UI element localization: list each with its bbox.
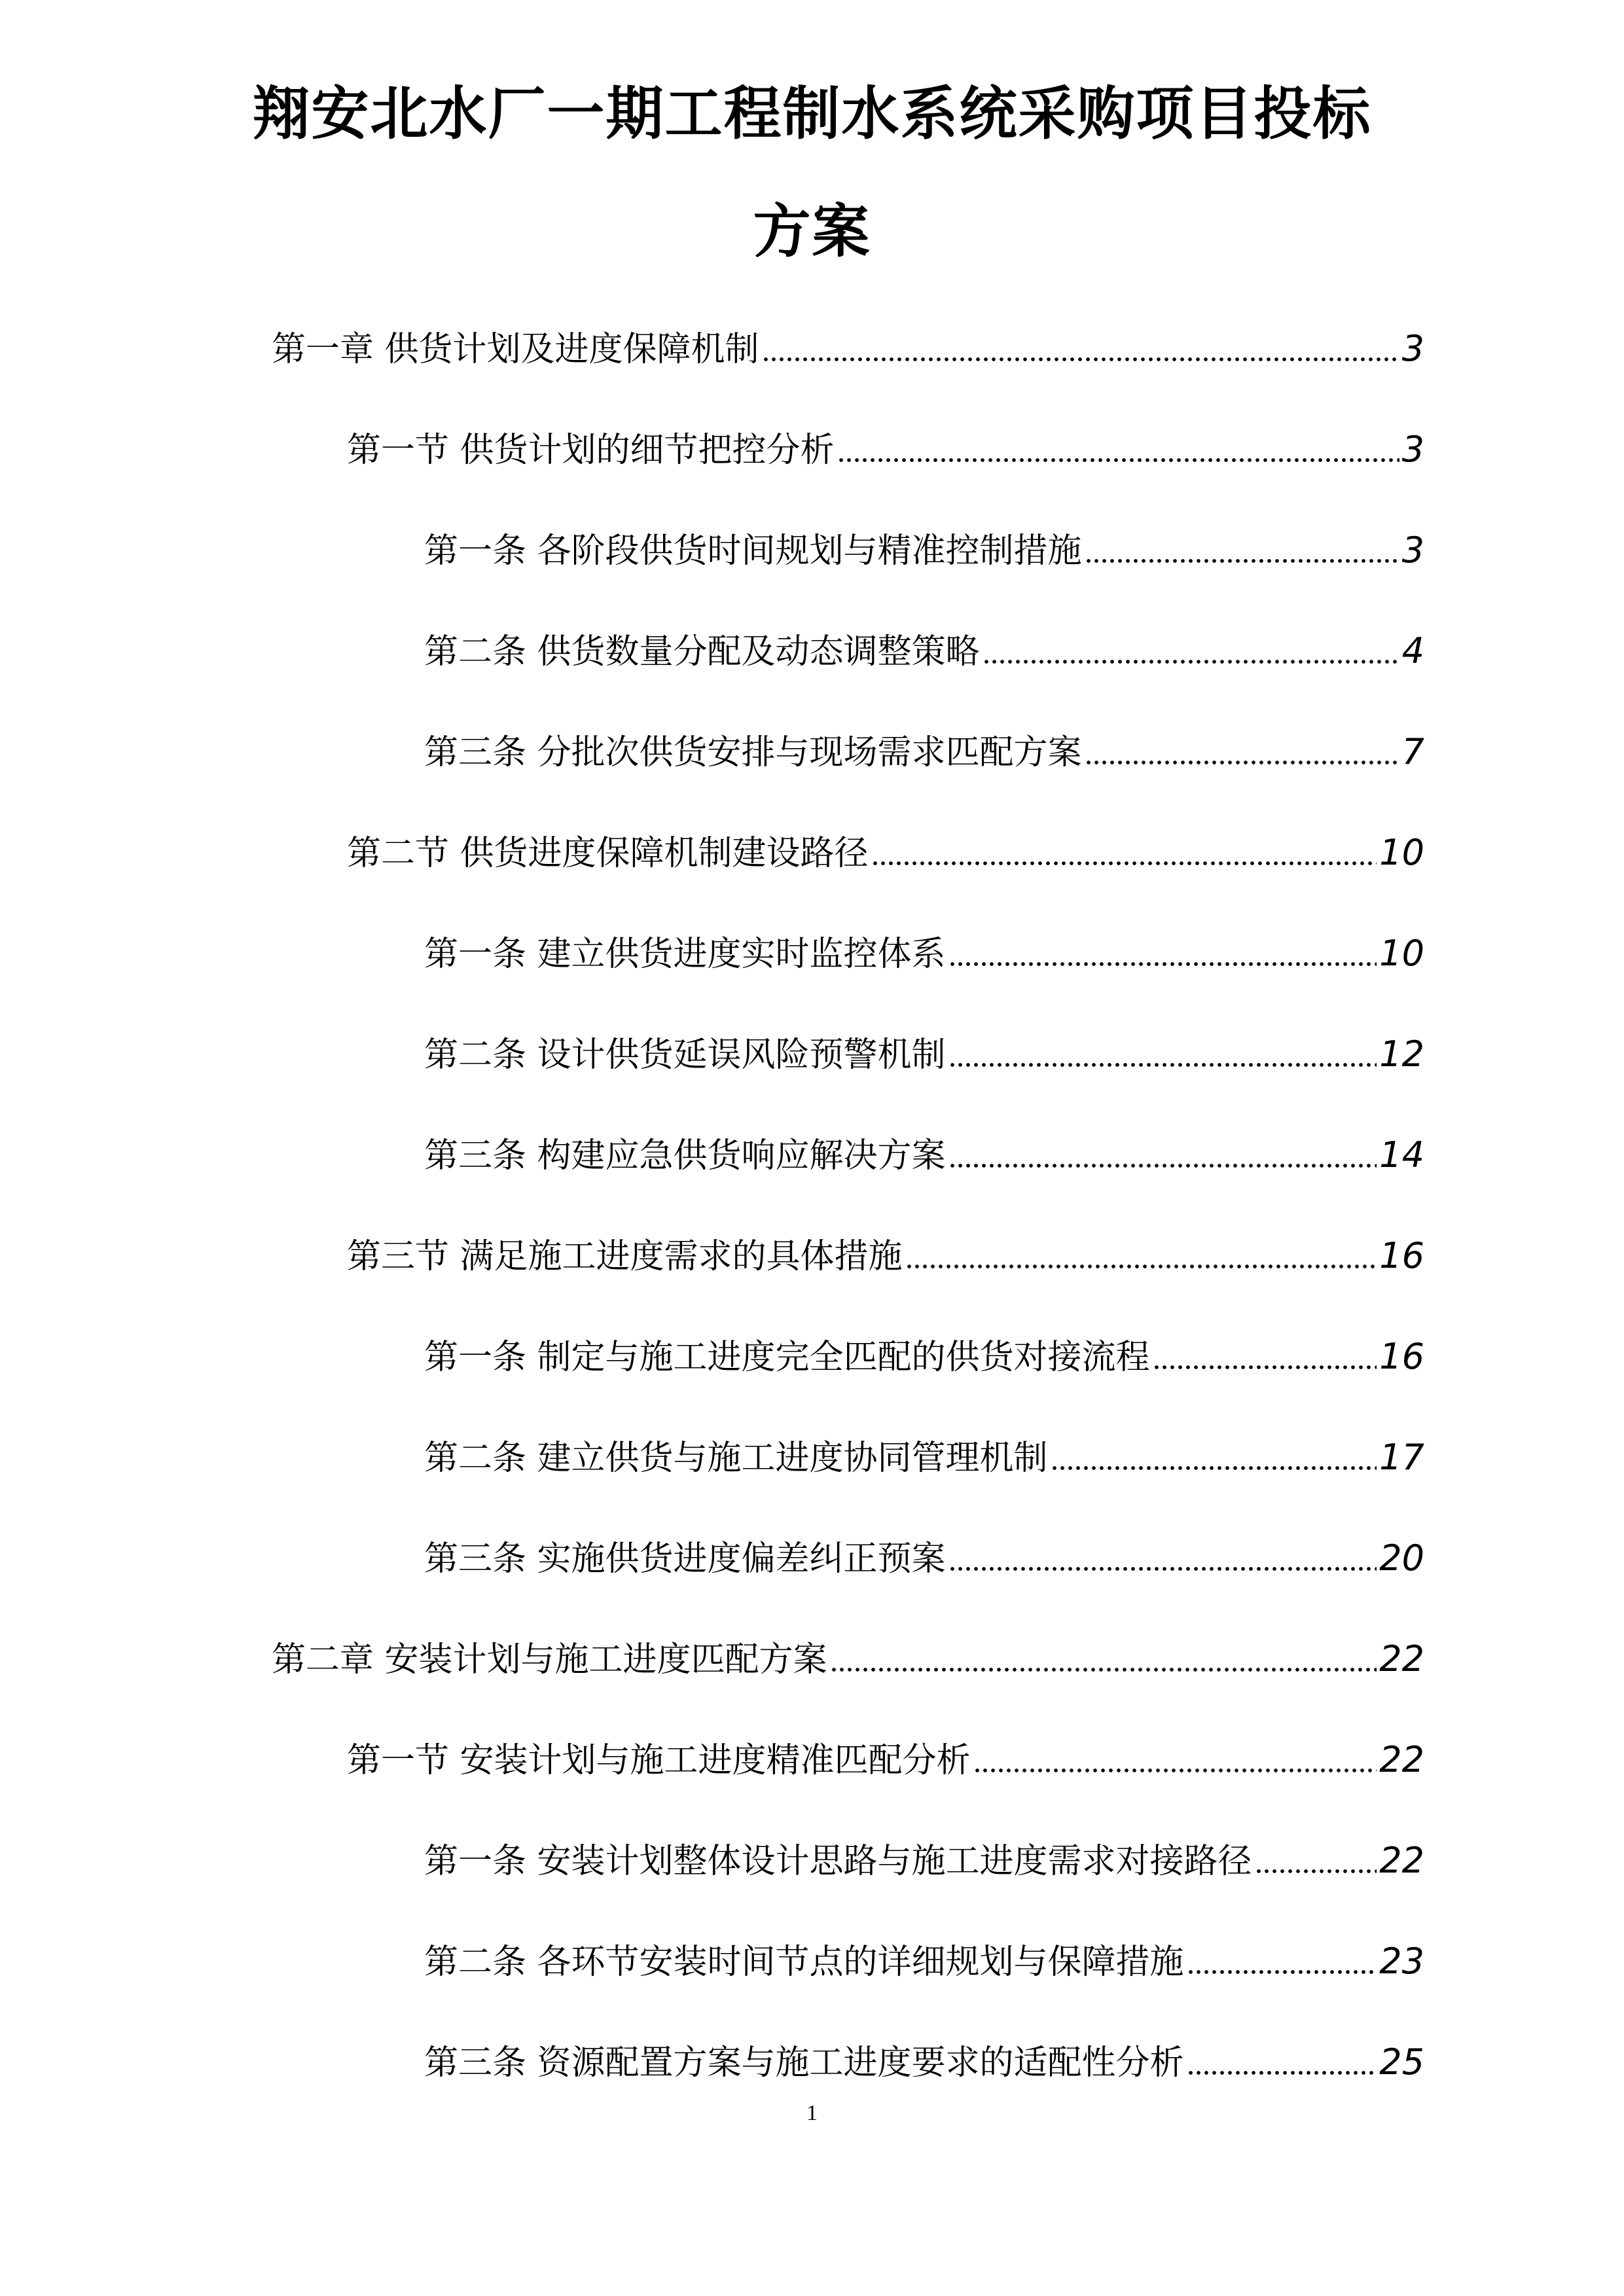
toc-entry-page-number: 22 [1379,1739,1424,1780]
toc-entry[interactable] [424,516,1424,571]
toc-entry-title: 第一条 各阶段供货时间规划与精准控制措施 [424,531,1082,571]
toc-dot-leader [948,1567,1377,1571]
toc-dot-leader [948,962,1377,966]
document-title-line-1: 翔安北水厂一期工程制水系统采购项目投标 [252,80,1372,147]
toc-entry-title: 第二条 各环节安装时间节点的详细规划与保障措施 [424,1943,1184,1982]
toc-entry-title: 第三条 实施供货进度偏差纠正预案 [424,1539,946,1579]
toc-entry-page-number: 17 [1379,1437,1424,1478]
toc-entry[interactable] [347,1725,1424,1778]
toc-entry-page-number: 3 [1401,429,1424,470]
toc-dot-leader [830,1668,1377,1672]
toc-dot-leader [1085,559,1399,563]
toc-dot-leader [762,357,1399,361]
toc-entry-page-number: 10 [1379,933,1424,974]
toc-dot-leader [1051,1466,1377,1470]
toc-entry-title: 第一条 建立供货进度实时监控体系 [424,935,946,974]
toc-entry-page-number: 20 [1379,1537,1424,1579]
toc-entry-page-number: 12 [1379,1033,1424,1075]
toc-entry-title: 第二章 安装计划与施工进度匹配方案 [272,1640,827,1679]
document-title-line-2: 方案 [753,198,871,265]
toc-entry[interactable] [272,314,1424,367]
toc-entry[interactable] [272,1624,1424,1677]
toc-entry-title: 第三节 满足施工进度需求的具体措施 [347,1237,903,1276]
toc-entry-page-number: 10 [1379,832,1424,873]
toc-entry-title: 第三条 分批次供货安排与现场需求匹配方案 [424,733,1082,772]
toc-entry-page-number: 3 [1401,328,1424,369]
toc-dot-leader [1187,2071,1377,2075]
toc-entry[interactable] [424,1020,1424,1075]
toc-entry-page-number: 7 [1401,731,1424,772]
page-number: 1 [806,2101,818,2125]
toc-entry[interactable] [424,617,1424,672]
toc-entry-page-number: 22 [1379,1638,1424,1679]
toc-dot-leader [837,458,1399,462]
toc-entry[interactable] [424,1121,1424,1173]
toc-entry[interactable] [424,1423,1424,1478]
toc-dot-leader [871,861,1377,865]
toc-entry[interactable] [424,1524,1424,1579]
toc-entry-page-number: 14 [1379,1134,1424,1175]
toc-entry[interactable] [347,1221,1424,1274]
toc-dot-leader [973,1768,1377,1772]
toc-entry-title: 第三条 资源配置方案与施工进度要求的适配性分析 [424,2043,1184,2083]
toc-entry-title: 第二条 供货数量分配及动态调整策略 [424,632,980,672]
toc-entry-title: 第三条 构建应急供货响应解决方案 [424,1136,946,1175]
toc-entry-page-number: 4 [1401,630,1424,672]
toc-dot-leader [983,660,1399,664]
toc-entry-page-number: 25 [1379,2041,1424,2083]
toc-entry[interactable] [424,919,1424,974]
toc-entry[interactable] [347,818,1424,873]
toc-entry[interactable] [424,717,1424,770]
toc-entry[interactable] [424,1826,1424,1881]
toc-dot-leader [1255,1869,1377,1873]
toc-entry-title: 第一节 供货计划的细节把控分析 [347,431,835,470]
toc-entry-page-number: 22 [1379,1840,1424,1881]
toc-dot-leader [1153,1365,1377,1369]
toc-entry[interactable] [424,1322,1424,1377]
toc-entry-title: 第二条 建立供货与施工进度协同管理机制 [424,1439,1048,1478]
toc-entry-title: 第一章 供货计划及进度保障机制 [272,330,759,369]
toc-entry-title: 第一条 安装计划整体设计思路与施工进度需求对接路径 [424,1842,1252,1881]
toc-dot-leader [1187,1970,1377,1974]
toc-entry-page-number: 16 [1379,1235,1424,1276]
toc-entry[interactable] [424,2028,1424,2083]
toc-entry-title: 第二节 供货进度保障机制建设路径 [347,834,869,873]
toc-dot-leader [905,1265,1377,1268]
toc-entry-page-number: 23 [1379,1941,1424,1982]
toc-entry-page-number: 16 [1379,1336,1424,1377]
toc-entry-page-number: 3 [1401,529,1424,571]
toc-dot-leader [948,1164,1377,1168]
toc-dot-leader [1085,761,1399,764]
toc-entry-title: 第一节 安装计划与施工进度精准匹配分析 [347,1741,971,1780]
toc-entry[interactable] [424,1927,1424,1982]
toc-dot-leader [948,1063,1377,1067]
toc-entry-title: 第二条 设计供货延误风险预警机制 [424,1035,946,1075]
toc-entry[interactable] [347,415,1424,470]
toc-entry-title: 第一条 制定与施工进度完全匹配的供货对接流程 [424,1338,1150,1377]
